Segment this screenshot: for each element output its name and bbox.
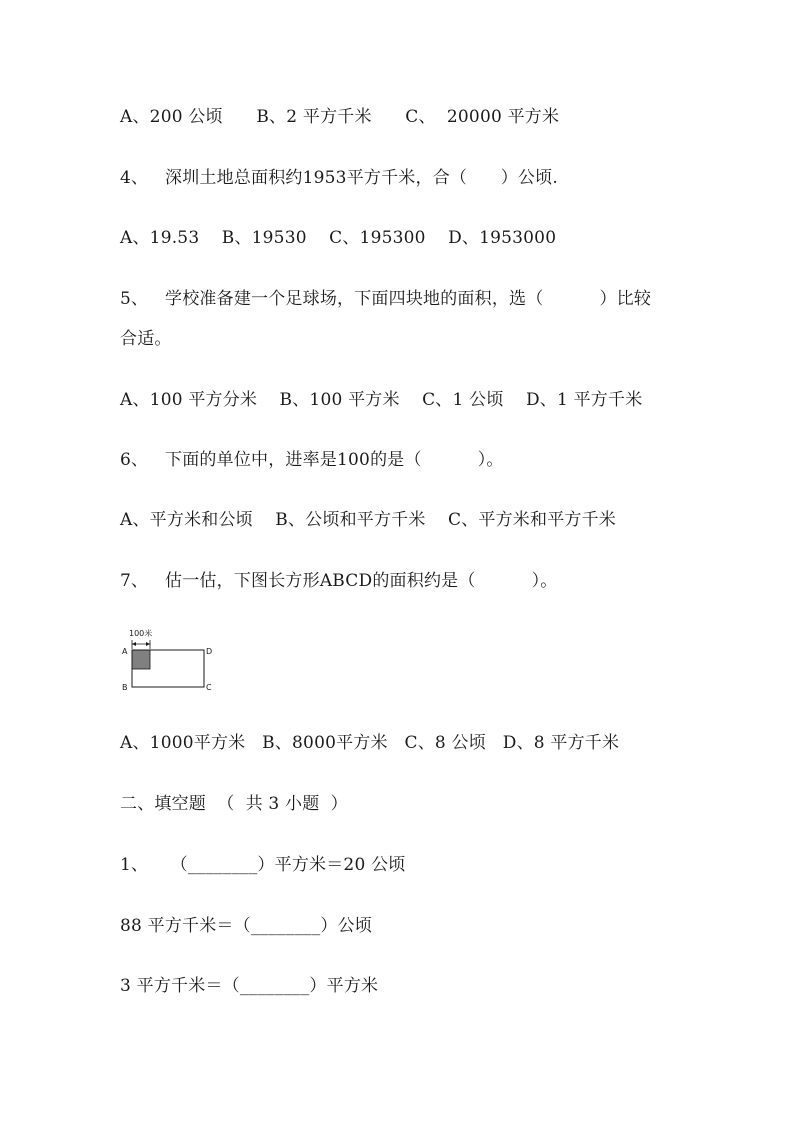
corner-b-label: B (122, 683, 128, 692)
scale-label: 100米 (129, 629, 153, 638)
q6-options: A、平方米和公顷 B、公顷和平方千米 C、平方米和平方千米 (120, 510, 617, 530)
corner-c-label: C (206, 683, 212, 692)
q3-options: A、200 公顷 B、2 平方千米 C、 20000 平方米 (120, 107, 560, 127)
q4-options: A、19.53 B、19530 C、195300 D、1953000 (120, 228, 557, 248)
fill-in-3: 3 平方千米＝（________）平方米 (120, 976, 379, 996)
q6-question: 6、 下面的单位中，进率是100的是（ ）。 (120, 450, 504, 470)
q7-options: A、1000平方米 B、8000平方米 C、8 公顷 D、8 平方千米 (120, 733, 620, 753)
shaded-unit-square (132, 650, 150, 669)
corner-a-label: A (122, 647, 128, 656)
q5-question-line1: 5、 学校准备建一个足球场，下面四块地的面积，选（ ）比较 (120, 289, 652, 309)
q5-options: A、100 平方分米 B、100 平方米 C、1 公顷 D、1 平方千米 (120, 390, 643, 410)
corner-d-label: D (206, 647, 213, 656)
scale-arrowhead-right (146, 642, 150, 646)
fill-in-2: 88 平方千米＝（________）公顷 (120, 916, 373, 936)
rectangle-abcd-diagram (120, 627, 220, 693)
rectangle-abcd-figure (120, 627, 220, 693)
q5-question-line2: 合适。 (120, 329, 172, 349)
scale-arrowhead-left (132, 642, 136, 646)
q4-question: 4、 深圳土地总面积约1953平方千米，合（ ）公顷. (120, 168, 558, 188)
fill-in-1: 1、 （________）平方米＝20 公顷 (120, 855, 406, 875)
q7-question: 7、 估一估，下图长方形ABCD的面积约是（ ）。 (120, 571, 558, 591)
section2-heading: 二、填空题 （ 共 3 小题 ） (120, 794, 348, 814)
